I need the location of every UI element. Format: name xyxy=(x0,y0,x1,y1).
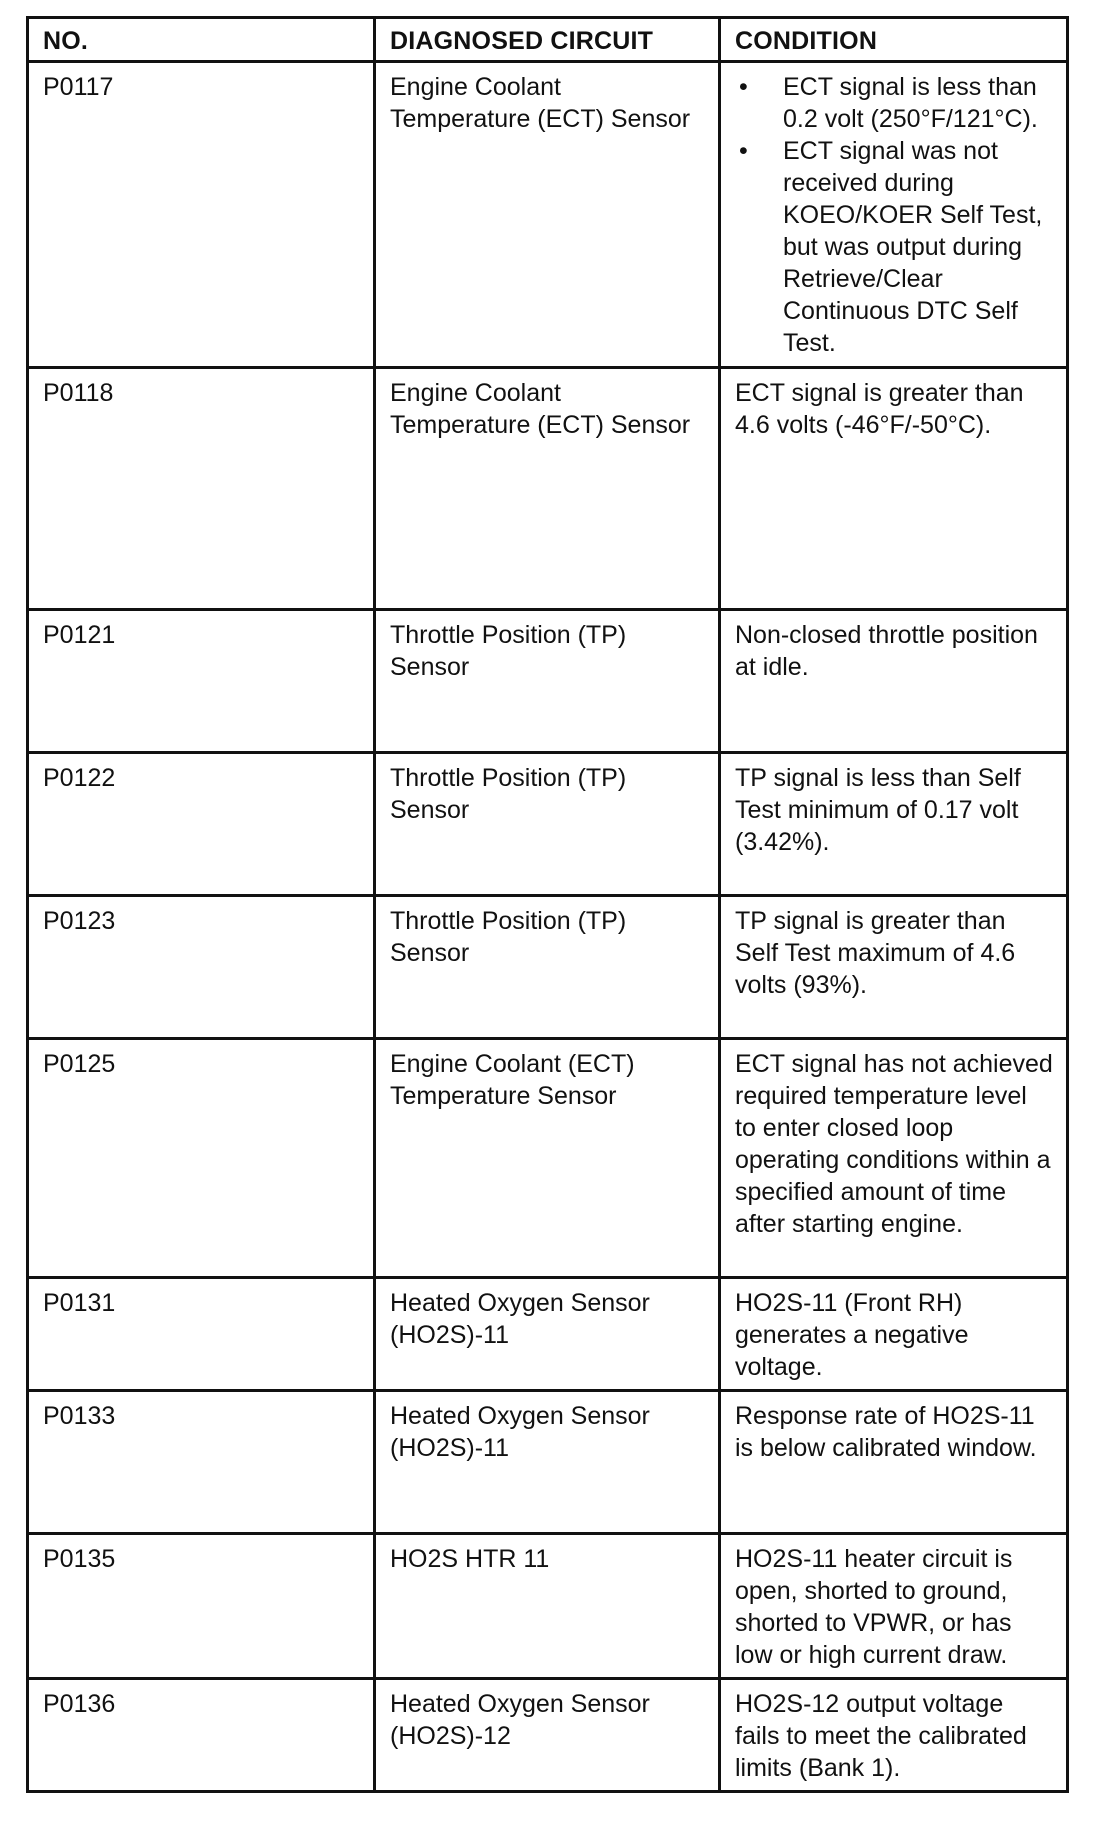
column-header-diagnosed-circuit: DIAGNOSED CIRCUIT xyxy=(375,18,720,62)
table-row xyxy=(28,753,1068,896)
condition-bullet xyxy=(735,135,1054,359)
dtc-code: P0118 xyxy=(28,368,375,610)
diagnosed-circuit: Heated Oxygen Sensor (HO2S)-11 xyxy=(375,1391,720,1534)
diagnosed-circuit: Heated Oxygen Sensor (HO2S)-11 xyxy=(375,1278,720,1391)
diagnosed-circuit: Throttle Position (TP) Sensor xyxy=(375,610,720,753)
table-row xyxy=(28,368,1068,610)
dtc-code: P0122 xyxy=(28,753,375,896)
table-header-row xyxy=(28,18,1068,62)
condition: HO2S-11 (Front RH) generates a negative voltage. xyxy=(720,1278,1068,1391)
dtc-code: P0121 xyxy=(28,610,375,753)
dtc-code: P0117 xyxy=(28,62,375,368)
diagnosed-circuit: HO2S HTR 11 xyxy=(375,1534,720,1679)
table-row xyxy=(28,1391,1068,1534)
condition: ECT signal has not achieved required temperature level to enter closed loop operating conditions within a specified amount of time after starting engine. xyxy=(720,1039,1068,1278)
dtc-code: P0123 xyxy=(28,896,375,1039)
condition: Non-closed throttle position at idle. xyxy=(720,610,1068,753)
dtc-code: P0136 xyxy=(28,1679,375,1792)
condition: ECT signal is greater than 4.6 volts (-46°F/-50°C). xyxy=(720,368,1068,610)
condition: TP signal is less than Self Test minimum of 0.17 volt (3.42%). xyxy=(720,753,1068,896)
condition: Response rate of HO2S-11 is below calibrated window. xyxy=(720,1391,1068,1534)
diagnosed-circuit: Throttle Position (TP) Sensor xyxy=(375,896,720,1039)
bullet-icon: • xyxy=(739,137,748,165)
bullet-icon: • xyxy=(739,73,748,101)
condition-bullet-text: ECT signal is less than 0.2 volt (250°F/121°C). xyxy=(783,73,1038,133)
dtc-code: P0131 xyxy=(28,1278,375,1391)
table-row xyxy=(28,1039,1068,1278)
diagnosed-circuit: Engine Coolant (ECT) Temperature Sensor xyxy=(375,1039,720,1278)
column-header-condition: CONDITION xyxy=(720,18,1068,62)
dtc-table xyxy=(26,16,1069,1793)
condition: HO2S-12 output voltage fails to meet the calibrated limits (Bank 1). xyxy=(720,1679,1068,1792)
condition: TP signal is greater than Self Test maximum of 4.6 volts (93%). xyxy=(720,896,1068,1039)
diagnosed-circuit: Engine Coolant Temperature (ECT) Sensor xyxy=(375,368,720,610)
table-row xyxy=(28,896,1068,1039)
dtc-code: P0133 xyxy=(28,1391,375,1534)
dtc-code: P0125 xyxy=(28,1039,375,1278)
table-row xyxy=(28,1278,1068,1391)
condition: HO2S-11 heater circuit is open, shorted to ground, shorted to VPWR, or has low or high current draw. xyxy=(720,1534,1068,1679)
diagnosed-circuit: Engine Coolant Temperature (ECT) Sensor xyxy=(375,62,720,368)
condition-bullet xyxy=(735,71,1054,135)
dtc-code: P0135 xyxy=(28,1534,375,1679)
diagnosed-circuit: Throttle Position (TP) Sensor xyxy=(375,753,720,896)
diagnosed-circuit: Heated Oxygen Sensor (HO2S)-12 xyxy=(375,1679,720,1792)
table-row xyxy=(28,62,1068,368)
table-row xyxy=(28,610,1068,753)
table-row xyxy=(28,1679,1068,1792)
column-header-no: NO. xyxy=(28,18,375,62)
condition-bullet-list xyxy=(735,71,1054,359)
condition-cell xyxy=(720,62,1068,368)
table-row xyxy=(28,1534,1068,1679)
condition-bullet-text: ECT signal was not received during KOEO/KOER Self Test, but was output during Retrieve/Clear Continuous DTC Self Test. xyxy=(783,137,1043,357)
